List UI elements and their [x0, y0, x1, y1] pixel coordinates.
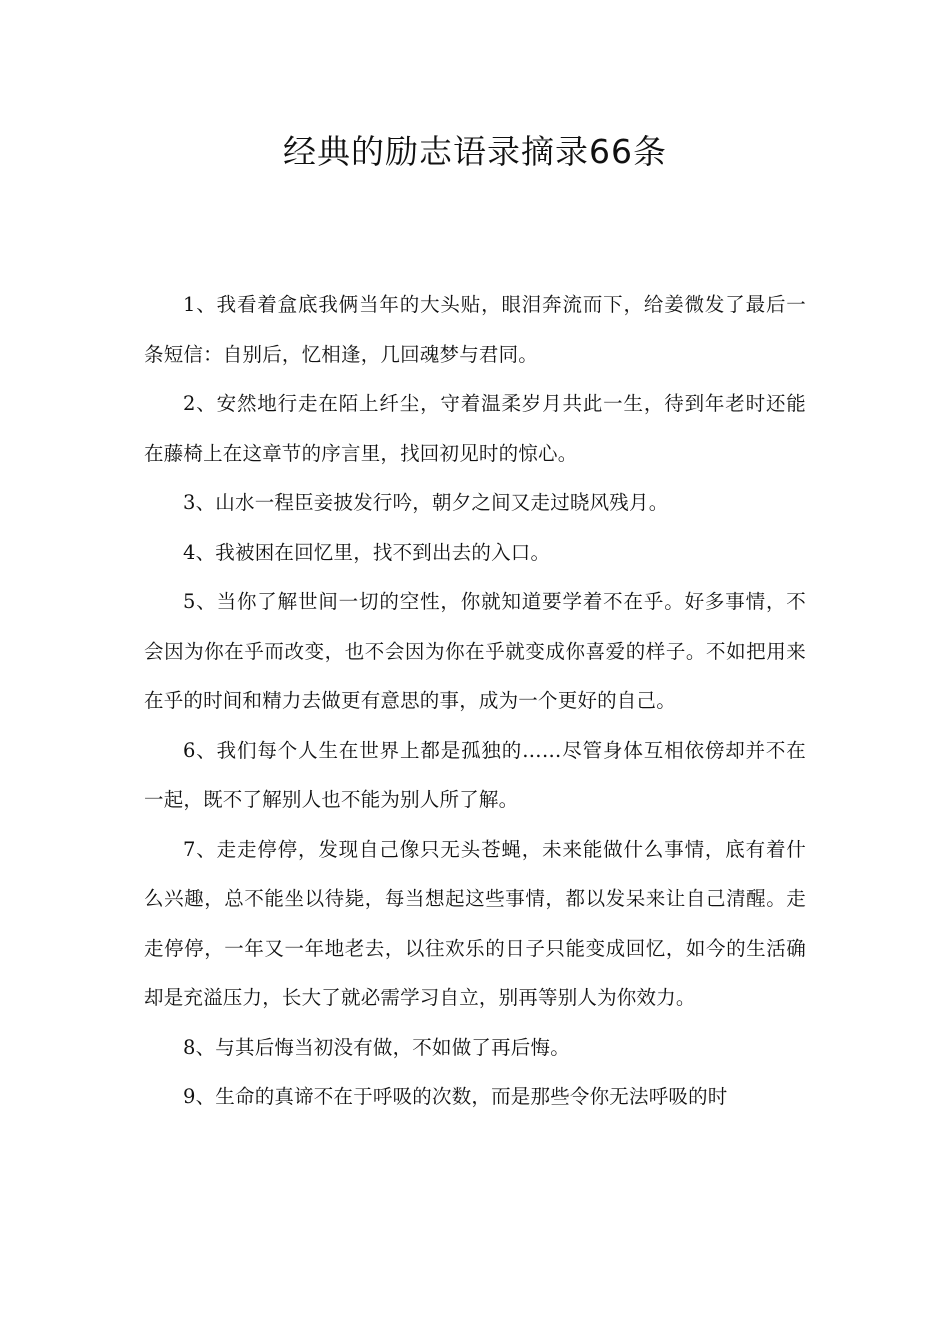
quote-paragraph-9: 9、生命的真谛不在于呼吸的次数，而是那些令你无法呼吸的时 [183, 1085, 728, 1108]
document-title: 经典的励志语录摘录66条 [283, 132, 667, 171]
quote-paragraph-1: 1、我看着盒底我俩当年的大头贴，眼泪奔流而下，给姜微发了最后一条短信：自别后，忆相逢，几回魂梦与君同。 [144, 293, 806, 366]
quote-paragraph-3: 3、山水一程臣妾披发行吟，朝夕之间又走过晓风残月。 [183, 491, 669, 514]
quote-paragraph-5: 5、当你了解世间一切的空性，你就知道要学着不在乎。好多事情，不会因为你在乎而改变，也不会因为你在乎就变成你喜爱的样子。不如把用来在乎的时间和精力去做更有意思的事，成为一个更好的自己。 [144, 590, 806, 712]
quote-paragraph-4: 4、我被困在回忆里，找不到出去的入口。 [183, 540, 551, 564]
quote-paragraph-2: 2、安然地行走在陌上纤尘，守着温柔岁月共此一生，待到年老时还能在藤椅上在这章节的序言里，找回初见时的惊心。 [144, 392, 806, 465]
quote-paragraph-6: 6、我们每个人生在世界上都是孤独的……尽管身体互相依傍却并不在一起，既不了解别人也不能为别人所了解。 [144, 738, 806, 811]
quote-paragraph-8: 8、与其后悔当初没有做，不如做了再后悔。 [183, 1035, 570, 1059]
document-body [144, 280, 806, 1122]
quote-paragraph-7: 7、走走停停，发现自己像只无头苍蝇，未来能做什么事情，底有着什么兴趣，总不能坐以待毙，每当想起这些事情，都以发呆来让自己清醒。走走停停，一年又一年地老去，以往欢乐的日子只能变成回忆，如今的生活确却是充溢压力，长大了就必需学习自立，别再等别人为你效力。 [144, 837, 806, 1009]
